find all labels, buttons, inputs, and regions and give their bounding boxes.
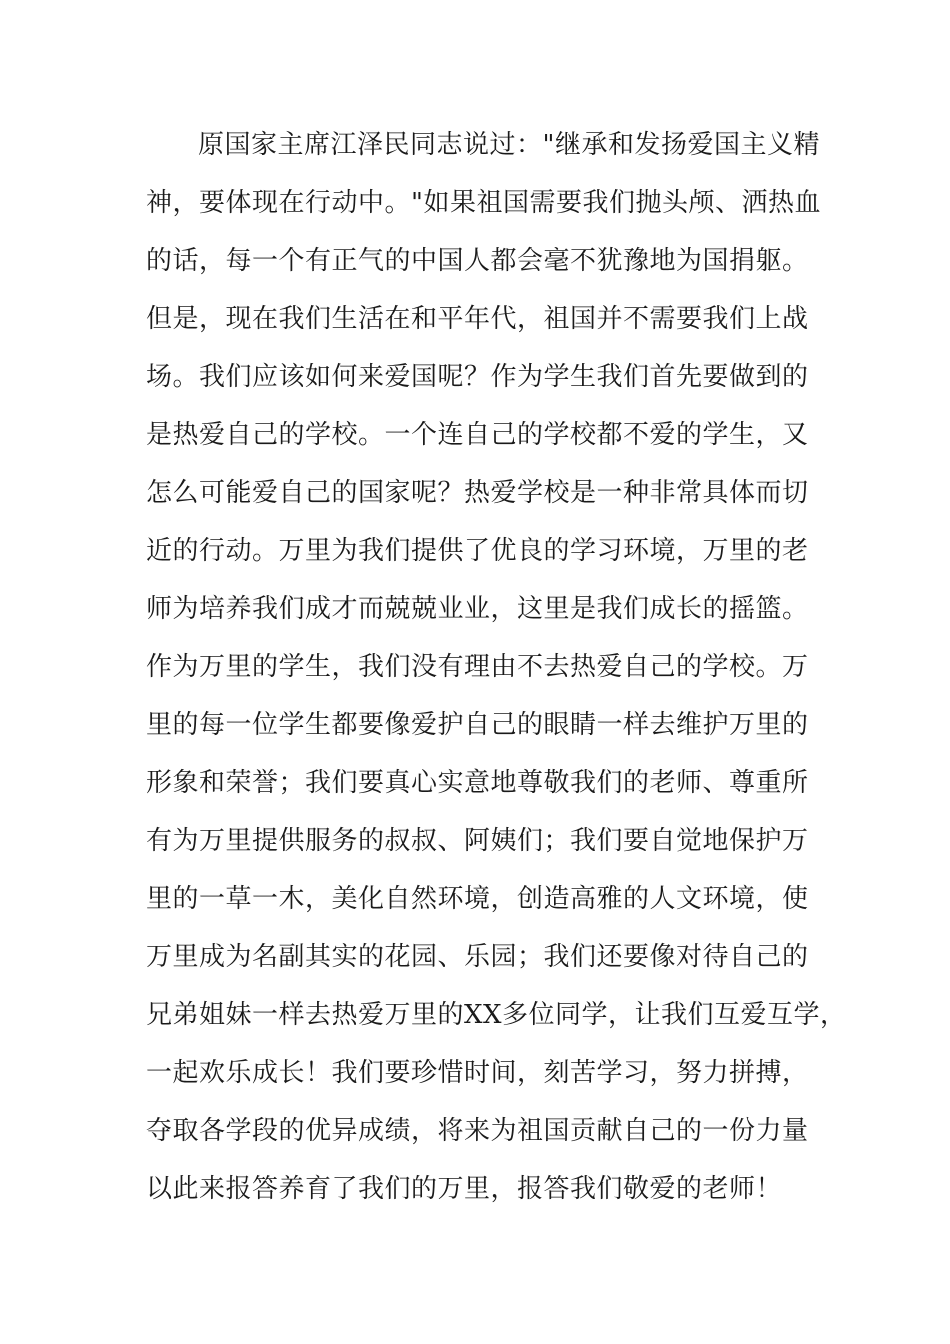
text-line: 神，要体现在行动中。"如果祖国需要我们抛头颅、洒热血 — [146, 188, 821, 218]
text-line: 近的行动。万里为我们提供了优良的学习环境，万里的老 — [146, 536, 809, 566]
text-line: 兄弟姐妹一样去热爱万里的XX多位同学，让我们互爱互学， — [146, 1000, 847, 1030]
text-line: 万里成为名副其实的花园、乐园；我们还要像对待自己的 — [146, 942, 809, 972]
text-line: 里的每一位学生都要像爱护自己的眼睛一样去维护万里的 — [146, 710, 809, 740]
paragraph — [146, 116, 846, 1218]
text-line: 是热爱自己的学校。一个连自己的学校都不爱的学生，又 — [146, 420, 809, 450]
text-line: 场。我们应该如何来爱国呢？作为学生我们首先要做到的 — [146, 362, 809, 392]
text-line: 一起欢乐成长！我们要珍惜时间，刻苦学习，努力拼搏， — [146, 1058, 809, 1088]
text-line: 但是，现在我们生活在和平年代，祖国并不需要我们上战 — [146, 304, 809, 334]
text-line: 的话，每一个有正气的中国人都会毫不犹豫地为国捐躯。 — [146, 246, 809, 276]
text-line: 夺取各学段的优异成绩，将来为祖国贡献自己的一份力量 — [146, 1116, 809, 1146]
text-line: 作为万里的学生，我们没有理由不去热爱自己的学校。万 — [146, 652, 809, 682]
text-line: 怎么可能爱自己的国家呢？热爱学校是一种非常具体而切 — [146, 478, 809, 508]
text-line: 里的一草一木，美化自然环境，创造高雅的人文环境，使 — [146, 884, 809, 914]
text-line: 师为培养我们成才而兢兢业业，这里是我们成长的摇篮。 — [146, 594, 809, 624]
text-line: 有为万里提供服务的叔叔、阿姨们；我们要自觉地保护万 — [146, 826, 809, 856]
text-line: 形象和荣誉；我们要真心实意地尊敬我们的老师、尊重所 — [146, 768, 809, 798]
text-line: 以此来报答养育了我们的万里，报答我们敬爱的老师！ — [146, 1174, 783, 1204]
text-line: 原国家主席江泽民同志说过："继承和发扬爱国主义精 — [198, 130, 820, 160]
